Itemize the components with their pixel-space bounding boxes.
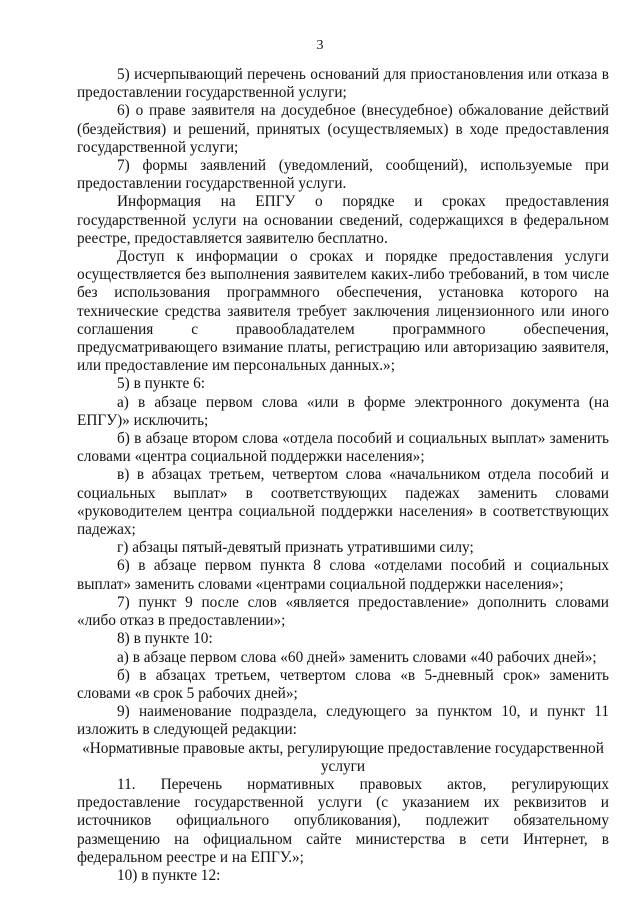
paragraph-point-8a: а) в абзаце первом слова «60 дней» заменить словами «40 рабочих дней»;	[117, 648, 597, 666]
paragraph-point-9: 9) наименование подраздела, следующего за пунктом 10, и пункт 11 изложить в следующей редакции:	[77, 703, 609, 739]
document-body	[77, 66, 609, 885]
paragraph-point-5g: г) абзацы пятый-девятый признать утратившими силу;	[117, 539, 474, 557]
paragraph-point-8b: б) в абзацах третьем, четвертом слова «в 5-дневный срок» заменить словами «в срок 5 рабочих дней»;	[77, 666, 609, 702]
paragraph-point-5b: б) в абзаце втором слова «отдела пособий и социальных выплат» заменить словами «центра социальной поддержки населения»;	[77, 430, 609, 466]
paragraph-point-8: 8) в пункте 10:	[117, 630, 213, 648]
paragraph-point-10: 10) в пункте 12:	[117, 866, 221, 884]
paragraph-item-11: 11. Перечень нормативных правовых актов, регулирующих предоставление государственной услуги (с указанием их реквизитов и источников официального опубликования), подлежит обязательному размещению на официальном сайте министерства в сети Интернет, в федеральном реестре и на ЕПГУ.»;	[77, 775, 609, 866]
paragraph-point-6: 6) в абзаце первом пункта 8 слова «отделами пособий и социальных выплат» заменить словами «центрами социальной поддержки населения»;	[77, 557, 609, 593]
paragraph-item-7-forms: 7) формы заявлений (уведомлений, сообщений), используемые при предоставлении государственной услуги.	[77, 157, 609, 193]
paragraph-point-5: 5) в пункте 6:	[117, 375, 206, 393]
page-number: 3	[316, 38, 324, 53]
paragraph-point-5v: в) в абзацах третьем, четвертом слова «начальником отдела пособий и социальных выплат» в соответствующих падежах заменить словами «руководителем центра социальной поддержки населения» в соответствующих падежах;	[77, 466, 609, 539]
paragraph-item-5-grounds: 5) исчерпывающий перечень оснований для приостановления или отказа в предоставлении государственной услуги;	[77, 66, 609, 102]
paragraph-point-5a: а) в абзаце первом слова «или в форме электронного документа (на ЕПГУ)» исключить;	[77, 393, 609, 429]
section-heading: «Нормативные правовые акты, регулирующие предоставление государственной услуги	[82, 739, 604, 775]
paragraph-point-7: 7) пункт 9 после слов «является предоставление» дополнить словами «либо отказ в предоставлении»;	[77, 593, 609, 630]
paragraph-access-info: Доступ к информации о сроках и порядке предоставления услуги осуществляется без выполнения заявителем каких-либо требований, в том числе без использования программного обеспечения, установка которого на технические средства заявителя требует заключения лицензионного или иного соглашения с правообладателем программного обеспечения, предусматривающего взимание платы, регистрацию или авторизацию заявителя, или предоставление им персональных данных.»;	[77, 248, 609, 375]
paragraph-epgu-info: Информация на ЕПГУ о порядке и сроках предоставления государственной услуги на основании сведений, содержащихся в федеральном реестре, предоставляется заявителю бесплатно.	[77, 193, 609, 247]
paragraph-item-6-appeal-right: 6) о праве заявителя на досудебное (внесудебное) обжалование действий (бездействия) и решений, принятых (осуществляемых) в ходе предоставления государственной услуги;	[77, 102, 609, 156]
